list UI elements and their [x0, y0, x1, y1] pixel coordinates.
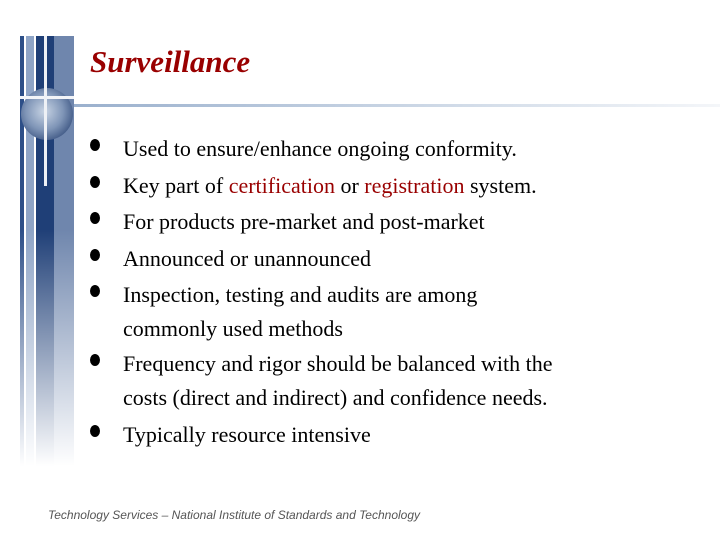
bullet-text-line: Frequency and rigor should be balanced with the: [123, 351, 553, 376]
bullet-dot-icon: [90, 285, 100, 297]
bullet-text-segment: system.: [464, 173, 537, 198]
bullet-dot-icon: [90, 212, 100, 224]
bullet-text: [123, 347, 698, 415]
bullet-text: [123, 205, 698, 239]
bullet-text-segment: For products pre-market and post-market: [123, 209, 485, 234]
slide-footer: Technology Services – National Institute of Standards and Technology: [48, 508, 421, 522]
bullet-highlight-certification: certification: [228, 173, 335, 198]
bullet-text-line: costs (direct and indirect) and confidence needs.: [123, 385, 548, 410]
bullet-text-segment: Key part of: [123, 173, 229, 198]
bullet-text-segment: Used to ensure/enhance ongoing conformity.: [123, 136, 517, 161]
bullet-text: [123, 242, 698, 276]
slide-title: Surveillance: [90, 44, 251, 79]
bullet-text-line: Inspection, testing and audits are among: [123, 282, 478, 307]
bullet-dot-icon: [90, 425, 100, 437]
bullet-highlight-registration: registration: [364, 173, 465, 198]
bullet-text: [123, 169, 698, 203]
bullet-dot-icon: [90, 176, 100, 188]
bullet-list: [90, 0, 700, 540]
bullet-text: [123, 418, 698, 452]
bullet-text-segment: or: [334, 173, 365, 198]
bullet-text: [123, 278, 698, 346]
bullet-text-segment: Typically resource intensive: [123, 422, 371, 447]
bullet-dot-icon: [90, 139, 100, 151]
bullet-dot-icon: [90, 249, 100, 261]
bullet-dot-icon: [90, 354, 100, 366]
bullet-text-segment: Announced or unannounced: [123, 246, 372, 271]
bullet-text-line: commonly used methods: [123, 316, 343, 341]
bullet-text: [123, 132, 698, 166]
decorative-globe-banner: [20, 36, 74, 466]
